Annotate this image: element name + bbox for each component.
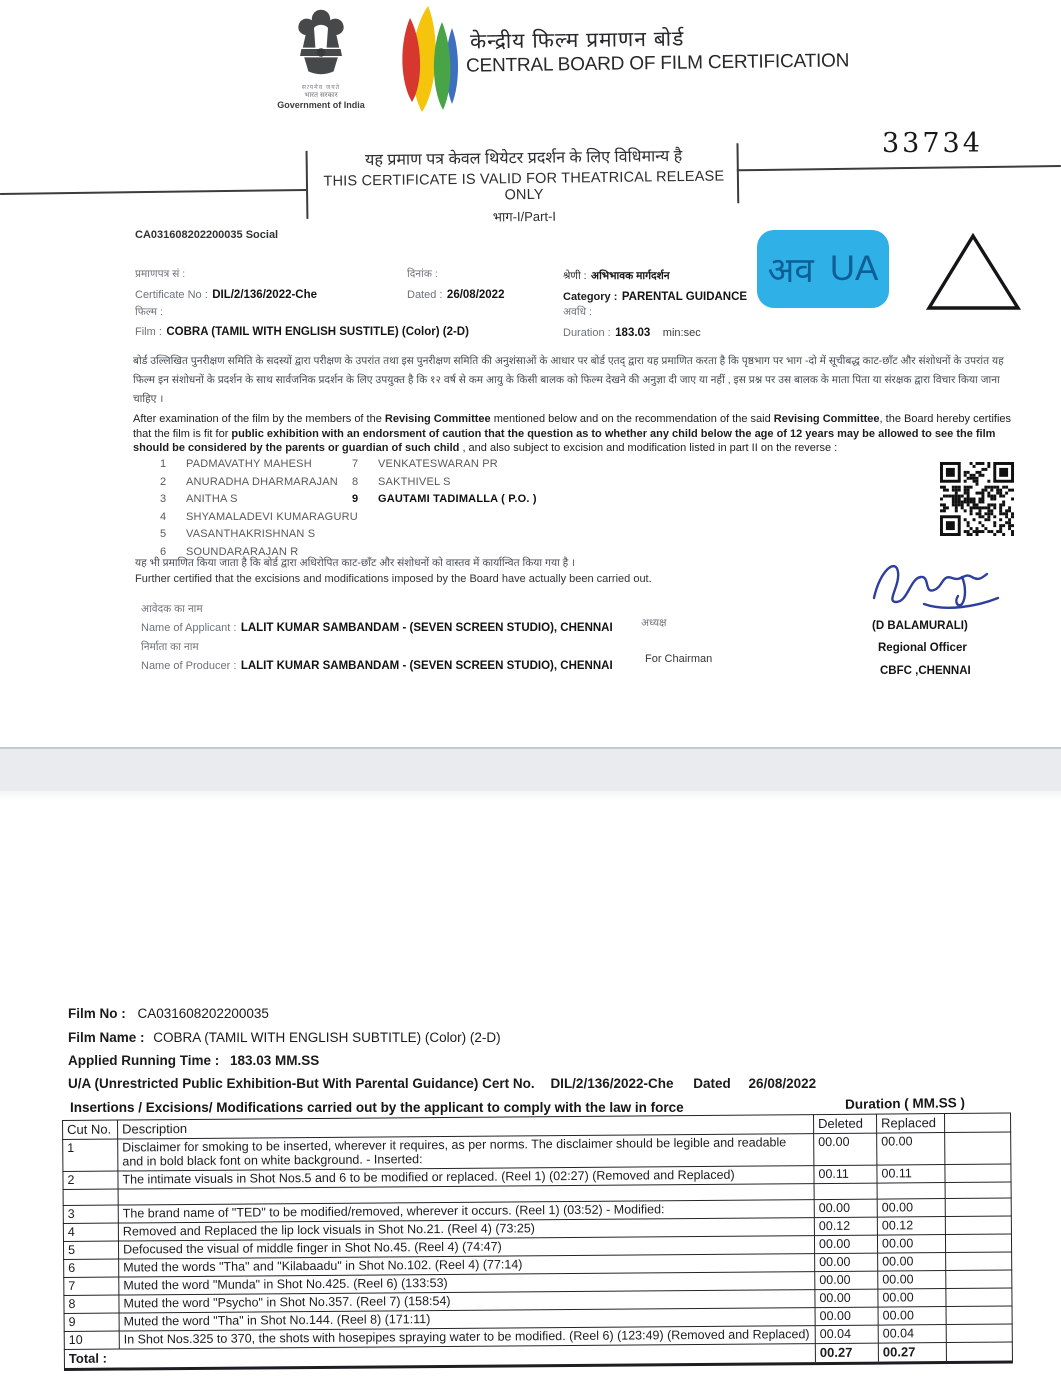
empty-cell <box>945 1216 1011 1235</box>
spacer-cell <box>63 1189 118 1205</box>
paragraph-segment: mentioned below and on the recommendation of the said <box>490 413 774 425</box>
committee-member-row <box>352 476 537 488</box>
description-cell: Removed and Replaced the lip lock visuals in Shot No.21. (Reel 4) (73:25) <box>118 1218 814 1241</box>
dated-label: Dated : <box>407 289 443 301</box>
running-time-value: 183.03 MM.SS <box>230 1053 320 1068</box>
committee-member-row <box>160 493 358 505</box>
total-deleted: 00.27 <box>815 1343 878 1363</box>
government-emblem <box>266 6 376 110</box>
ua-dated-value: 26/08/2022 <box>748 1076 817 1091</box>
duration-row <box>563 323 701 341</box>
tick-right <box>736 143 739 203</box>
film-no-value: CA031608202200035 <box>137 1006 269 1021</box>
description-cell: Disclaimer for smoking to be inserted, wherever it requires, as per norms. The disclaimer should be legible and readable and in bold black font on white background. - Inserted: <box>118 1134 814 1171</box>
header-deleted: Deleted <box>814 1114 877 1133</box>
replaced-cell: 00.00 <box>877 1133 945 1166</box>
paragraph-segment: , and also subject to excision and modification listed in part II on the reverse : <box>459 442 838 454</box>
committee-member-row <box>160 528 358 540</box>
member-name: VASANTHAKRISHNAN S <box>186 528 316 540</box>
deleted-cell: 00.11 <box>814 1165 877 1183</box>
cut-number-cell: 2 <box>63 1171 118 1189</box>
member-number: 2 <box>160 475 167 488</box>
member-name: VENKATESWARAN PR <box>378 458 498 470</box>
deleted-cell: 00.00 <box>815 1271 878 1289</box>
file-id-line: CA031608202200035 Social <box>135 229 279 241</box>
for-chairman-label: For Chairman <box>645 653 713 665</box>
deleted-cell: 00.04 <box>815 1325 878 1343</box>
cut-number-cell: 9 <box>64 1313 119 1331</box>
film-name-label: Film Name : <box>68 1030 145 1045</box>
carried-out-hindi: यह भी प्रमाणित किया जाता है कि बोर्ड द्वारा अधिरोपित काट-छाँट और संशोधनों को वास्तव में कार्यान्वित किया गया है । <box>135 557 576 569</box>
member-name: ANURADHA DHARMARAJAN <box>186 475 338 488</box>
header-empty <box>945 1113 1011 1133</box>
signature <box>866 552 1006 623</box>
paragraph-segment: Revising Committee <box>773 413 880 425</box>
validity-english: THIS CERTIFICATE IS VALID FOR THEATRICAL RELEASE ONLY <box>323 168 725 204</box>
running-time-label: Applied Running Time : <box>68 1053 220 1068</box>
rating-hindi: अव <box>767 250 814 290</box>
deleted-cell: 00.00 <box>814 1199 877 1217</box>
rule-right <box>737 165 1061 171</box>
cuts-table-wrap <box>62 1113 1013 1371</box>
member-name: SHYAMALADEVI KUMARAGURU <box>186 510 358 523</box>
validity-strip <box>0 139 1061 231</box>
chairman-label-hi: अध्यक्ष <box>641 617 667 629</box>
category-value: PARENTAL GUIDANCE <box>621 291 748 303</box>
spacer-cell <box>877 1183 945 1200</box>
film-name-value: COBRA (TAMIL WITH ENGLISH SUBTITLE) (Color) (2-D) <box>153 1030 501 1045</box>
replaced-cell: 00.00 <box>878 1289 946 1308</box>
cbfc-logo-icon <box>394 6 466 119</box>
cut-number-cell: 6 <box>64 1259 119 1277</box>
duration-label-hi: अवधि : <box>563 306 592 318</box>
certificate-serial-number: 33734 <box>882 128 983 159</box>
category-value-hi: अभिभावक मार्गदर्शन <box>591 270 670 282</box>
ua-line-label: U/A (Unrestricted Public Exhibition-But With Parental Guidance) Cert No. <box>68 1076 535 1091</box>
cut-number-cell: 4 <box>63 1223 118 1241</box>
producer-label: Name of Producer : <box>141 660 237 672</box>
film-row <box>135 322 469 340</box>
committee-member-row <box>160 458 358 470</box>
emblem-motto: सत्यमेव जयते <box>301 85 341 91</box>
cert-no-label-hi: प्रमाणपत्र सं : <box>135 268 186 280</box>
deleted-cell: 00.00 <box>815 1289 878 1307</box>
cert-no-value: DIL/2/136/2022-Che <box>212 289 318 301</box>
empty-cell <box>945 1234 1011 1253</box>
cert-no-row <box>135 285 317 303</box>
committee-column-2 <box>352 458 537 511</box>
replaced-cell: 00.00 <box>877 1235 945 1254</box>
paragraph-segment: After examination of the film by the members of the <box>133 413 385 425</box>
film-value: COBRA (TAMIL WITH ENGLISH SUSTITLE) (Color) (2-D) <box>166 326 469 338</box>
committee-member-row <box>160 476 358 488</box>
spacer-cell <box>945 1182 1011 1199</box>
cert-no-label: Certificate No : <box>135 289 208 301</box>
cut-number-cell: 5 <box>63 1241 118 1259</box>
hindi-certification-paragraph: बोर्ड उल्लिखित पुनरीक्षण समिति के सदस्यों द्वारा परीक्षण के उपरांत तथा इस पुनरीक्षण समिति की अनुशंसाओं के आधार पर बोर्ड एतद् द्वारा यह प्रमाणित करता है कि पृष्ठभाग पर भाग -दो में सूचीबद्ध काट-छाँट और संशोधनों के उपरांत यह फिल्म इन संशोधनों के प्रदर्शन के साथ सार्वजनिक प्रदर्शन के लिए उपयुक्त है कि १२ वर्ष से कम आयु के किसी बालक को फिल्म देखने की अनुज्ञा दी जाए या नहीं , इस प्रश्न पर उस बालक के माता पिता या संरक्षक द्वारा विचार किया जाना चाहिए । <box>133 355 1004 405</box>
description-cell: Muted the word "Tha" in Shot No.144. (Reel 8) (171:11) <box>119 1308 815 1331</box>
member-name: SAKTHIVEL S <box>378 475 451 488</box>
total-empty-cell <box>946 1342 1012 1363</box>
total-replaced: 00.27 <box>878 1343 946 1364</box>
cut-number-cell: 10 <box>64 1331 119 1349</box>
description-cell: The intimate visuals in Shot Nos.5 and 6 to be modified or replaced. (Reel 1) (02:27) (Removed and Replaced) <box>118 1166 814 1189</box>
committee-member-row <box>352 458 537 470</box>
empty-cell <box>946 1288 1012 1307</box>
signatory-title: Regional Officer <box>878 642 967 654</box>
header-replaced: Replaced <box>877 1114 945 1134</box>
replaced-cell: 00.00 <box>877 1199 945 1218</box>
film-label-hi: फिल्म : <box>135 306 163 318</box>
description-cell: The brand name of "TED" to be modified/removed, wherever it occurs. (Reel 1) (03:52) - Modified: <box>118 1200 814 1223</box>
producer-row <box>141 656 613 674</box>
paragraph-segment: public exhibition with an endorsment of caution that the question as to whether any child below the age of 12 years may be allowed to see the film should be considered by the parents or guardian of such child <box>133 427 996 454</box>
description-cell: Defocused the visual of middle finger in Shot No.45. (Reel 4) (74:47) <box>118 1236 814 1259</box>
film-no-row <box>68 1006 269 1021</box>
emblem-bharat-sarkar: भारत सरकार <box>304 92 338 99</box>
duration-unit: min:sec <box>662 327 701 339</box>
emblem-government-of-india: Government of India <box>277 100 365 110</box>
committee-member-row <box>352 493 537 505</box>
applicant-label: Name of Applicant : <box>141 622 237 634</box>
spacer-cell <box>814 1183 877 1199</box>
org-name-hindi: केन्द्रीय फिल्म प्रमाणन बोर्ड <box>469 27 685 54</box>
empty-cell <box>945 1198 1011 1217</box>
tick-left <box>306 151 309 219</box>
dated-row <box>407 285 504 303</box>
ashoka-emblem-icon <box>286 6 356 78</box>
category-row <box>563 287 747 305</box>
rule-left <box>0 189 306 195</box>
member-name: PADMAVATHY MAHESH <box>186 458 312 470</box>
deleted-cell: 00.00 <box>815 1307 878 1325</box>
paragraph-segment: , the Board hereby certifies that the film is fit for <box>133 413 1012 440</box>
qr-code <box>940 462 1014 541</box>
replaced-cell: 00.00 <box>878 1271 946 1290</box>
film-name-row <box>68 1030 501 1045</box>
rating-badge-ua <box>757 230 889 308</box>
validity-hindi: यह प्रमाण पत्र केवल थियेटर प्रदर्शन के लिए विधिमान्य है <box>364 148 683 170</box>
paragraph-segment: Revising Committee <box>384 413 491 425</box>
signatory-name: (D BALAMURALI) <box>872 620 968 632</box>
member-number: 4 <box>160 510 167 523</box>
deleted-cell: 00.12 <box>814 1217 877 1235</box>
deleted-cell: 00.00 <box>814 1235 877 1253</box>
org-name-english: CENTRAL BOARD OF FILM CERTIFICATION <box>465 50 850 77</box>
member-number: 3 <box>160 493 167 505</box>
rating-english: UA <box>829 249 879 288</box>
committee-member-row <box>160 511 358 523</box>
page-separator-band <box>0 747 1061 791</box>
deleted-cell: 00.00 <box>815 1253 878 1271</box>
description-cell: Muted the word "Psycho" in Shot No.357. (Reel 7) (158:54) <box>119 1290 815 1313</box>
deleted-cell: 00.00 <box>814 1133 877 1165</box>
member-name: GAUTAMI TADIMALLA ( P.O. ) <box>378 493 537 505</box>
producer-label-hi: निर्माता का नाम <box>141 641 199 653</box>
replaced-cell: 00.00 <box>878 1307 946 1326</box>
ua-dated-label: Dated <box>693 1076 731 1091</box>
member-number: 6 <box>160 545 167 558</box>
member-number: 1 <box>160 458 167 470</box>
applicant-value: LALIT KUMAR SAMBANDAM - (SEVEN SCREEN STUDIO), CHENNAI <box>240 622 613 634</box>
film-label: Film : <box>135 326 162 338</box>
header-description: Description <box>118 1115 814 1139</box>
category-row-hi <box>563 266 670 284</box>
signatory-office: CBFC ,CHENNAI <box>880 665 971 677</box>
cuts-table-title: Insertions / Excisions/ Modifications carried out by the applicant to comply with the law in force <box>70 1100 684 1115</box>
empty-cell <box>946 1252 1012 1271</box>
replaced-cell: 00.11 <box>877 1165 945 1184</box>
ua-cert-no: DIL/2/136/2022-Che <box>550 1076 674 1091</box>
total-label: Total : <box>64 1344 815 1370</box>
member-number: 7 <box>352 458 359 470</box>
replaced-cell: 00.00 <box>878 1253 946 1272</box>
description-cell: Muted the words "Tha" and "Kilabaadu" in Shot No.102. (Reel 4) (77:14) <box>119 1254 815 1277</box>
empty-cell <box>946 1306 1012 1325</box>
category-label-hi: श्रेणी : <box>563 270 587 282</box>
cut-number-cell: 7 <box>64 1277 119 1295</box>
applicant-label-hi: आवेदक का नाम <box>141 603 203 615</box>
empty-cell <box>946 1270 1012 1289</box>
empty-cell <box>946 1324 1012 1343</box>
dated-value: 26/08/2022 <box>446 289 505 301</box>
replaced-cell: 00.12 <box>877 1217 945 1236</box>
producer-value: LALIT KUMAR SAMBANDAM - (SEVEN SCREEN STUDIO), CHENNAI <box>240 660 613 672</box>
member-number: 5 <box>160 528 167 540</box>
triangle-mark-icon <box>924 232 1024 319</box>
member-name: ANITHA S <box>186 493 238 505</box>
film-no-label: Film No : <box>68 1006 126 1021</box>
description-cell: Muted the word "Munda" in Shot No.425. (Reel 6) (133:53) <box>119 1272 815 1295</box>
cut-number-cell: 1 <box>63 1139 118 1171</box>
description-cell: In Shot Nos.325 to 370, the shots with hosepipes spraying water to be modified. (Reel 6) (123:49) (Removed and Replaced) <box>119 1326 815 1349</box>
carried-out-english: Further certified that the excisions and modifications imposed by the Board have actually been carried out. <box>135 573 652 585</box>
dated-label-hi: दिनांक : <box>407 268 438 280</box>
empty-cell <box>945 1164 1011 1183</box>
part-label: भाग-I/Part-I <box>492 208 557 225</box>
replaced-cell: 00.04 <box>878 1325 946 1344</box>
duration-label: Duration : <box>563 327 611 339</box>
page-separator-fade <box>0 791 1061 801</box>
ua-cert-row <box>68 1076 816 1091</box>
category-label: Category : <box>563 291 618 303</box>
member-number: 9 <box>352 493 359 505</box>
cut-number-cell: 8 <box>64 1295 119 1313</box>
duration-value: 183.03 <box>615 327 651 339</box>
member-name: SOUNDARARAJAN R <box>186 545 299 558</box>
member-number: 8 <box>352 475 359 488</box>
english-certification-paragraph <box>133 412 1018 456</box>
committee-column-1 <box>160 458 358 563</box>
header-cut-no: Cut No. <box>63 1120 118 1139</box>
applicant-row <box>141 618 613 636</box>
empty-cell <box>945 1132 1011 1165</box>
cuts-table <box>62 1113 1013 1371</box>
duration-column-header: Duration ( MM.SS ) <box>844 1095 966 1112</box>
cut-number-cell: 3 <box>63 1205 118 1223</box>
running-time-row <box>68 1053 319 1068</box>
